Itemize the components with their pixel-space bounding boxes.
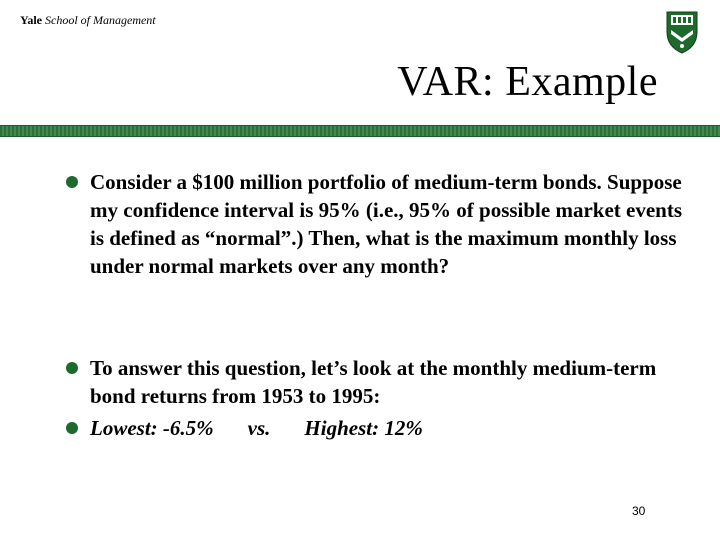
- title-divider: [0, 125, 720, 137]
- page-number: 30: [632, 504, 646, 518]
- versus-label: vs.: [247, 416, 271, 440]
- bullet-item: [66, 168, 686, 280]
- bullet-item: [66, 354, 686, 410]
- yale-shield-icon: [665, 10, 699, 54]
- slide-title: VAR: Example: [397, 59, 658, 105]
- bullet-dot-icon: [66, 176, 78, 188]
- bullet-text: To answer this question, let’s look at the monthly medium-term bond returns from 1953 to 1995:: [90, 356, 657, 408]
- bullet-item-comparison: [66, 414, 686, 442]
- comparison-line: [90, 414, 686, 442]
- bullet-dot-icon: [66, 422, 78, 434]
- highest-return: Highest: 12%: [304, 416, 423, 440]
- header-brand: [20, 13, 156, 28]
- brand-name: Yale: [20, 13, 42, 27]
- bullet-dot-icon: [66, 362, 78, 374]
- bullet-text: Consider a $100 million portfolio of medium-term bonds. Suppose my confidence interval is 95% (i.e., 95% of possible market events is defined as “normal”.) Then, what is the maximum monthly loss under normal markets over any month?: [90, 170, 683, 278]
- lowest-return: Lowest: -6.5%: [90, 416, 214, 440]
- school-name: School of Management: [45, 13, 156, 27]
